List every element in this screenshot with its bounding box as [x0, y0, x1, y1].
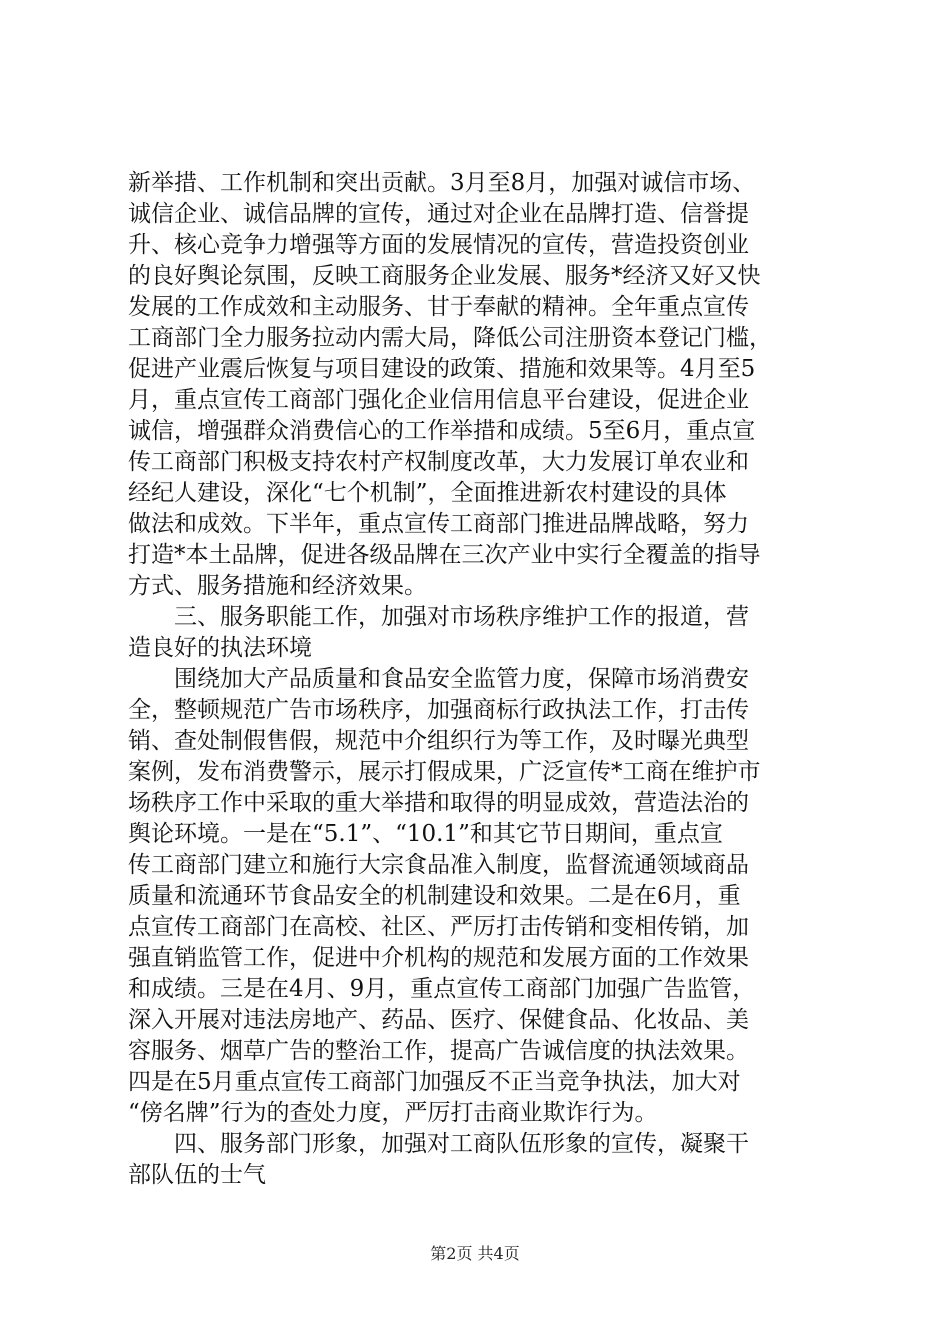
- text-line: 场秩序工作中采取的重大举措和取得的明显成效，营造法治的: [128, 790, 749, 816]
- text-line: 月，重点宣传工商部门强化企业信用信息平台建设，促进企业: [128, 387, 749, 413]
- text-line: 和成绩。三是在4月、9月，重点宣传工商部门加强广告监管，: [128, 976, 756, 1002]
- document-body: [128, 168, 844, 1191]
- text-line: 诚信，增强群众消费信心的工作举措和成绩。5至6月，重点宣: [128, 418, 756, 444]
- text-line: 舆论环境。一是在“5.1”、“10.1”和其它节日期间，重点宣: [128, 821, 723, 847]
- text-line: 经纪人建设，深化“七个机制”，全面推进新农村建设的具体: [128, 480, 727, 506]
- text-line: 全，整顿规范广告市场秩序，加强商标行政执法工作，打击传: [128, 697, 749, 723]
- page-footer: 第2页 共4页: [430, 1244, 520, 1263]
- text-line: 发展的工作成效和主动服务、甘于奉献的精神。全年重点宣传: [128, 294, 749, 320]
- section-heading-line: 三、服务职能工作，加强对市场秩序维护工作的报道，营: [128, 604, 749, 630]
- text-line: 方式、服务措施和经济效果。: [128, 573, 427, 599]
- text-line: 打造*本土品牌，促进各级品牌在三次产业中实行全覆盖的指导: [128, 542, 761, 568]
- text-line: 传工商部门积极支持农村产权制度改革，大力发展订单农业和: [128, 449, 749, 475]
- text-line: 容服务、烟草广告的整治工作，提高广告诚信度的执法效果。: [128, 1038, 749, 1064]
- text-line: 诚信企业、诚信品牌的宣传，通过对企业在品牌打造、信誉提: [128, 201, 749, 227]
- section-heading-line: 四、服务部门形象，加强对工商队伍形象的宣传，凝聚干: [128, 1131, 749, 1157]
- text-line: 促进产业震后恢复与项目建设的政策、措施和效果等。4月至5: [128, 356, 756, 382]
- text-line: 升、核心竞争力增强等方面的发展情况的宣传，营造投资创业: [128, 232, 749, 258]
- section-heading-line: 部队伍的士气: [128, 1162, 266, 1188]
- text-line: 围绕加大产品质量和食品安全监管力度，保障市场消费安: [128, 666, 749, 692]
- text-line: 四是在5月重点宣传工商部门加强反不正当竞争执法，加大对: [128, 1069, 741, 1095]
- text-line: 做法和成效。下半年，重点宣传工商部门推进品牌战略，努力: [128, 511, 749, 537]
- text-line: 的良好舆论氛围，反映工商服务企业发展、服务*经济又好又快: [128, 263, 761, 289]
- section-heading-line: 造良好的执法环境: [128, 635, 312, 661]
- text-line: 质量和流通环节食品安全的机制建设和效果。二是在6月，重: [128, 883, 741, 909]
- text-line: 销、查处制假售假，规范中介组织行为等工作，及时曝光典型: [128, 728, 749, 754]
- text-line: 点宣传工商部门在高校、社区、严厉打击传销和变相传销，加: [128, 914, 749, 940]
- text-line: 案例，发布消费警示，展示打假成果，广泛宣传*工商在维护市: [128, 759, 761, 785]
- text-line: 工商部门全力服务拉动内需大局，降低公司注册资本登记门槛，: [128, 325, 772, 351]
- text-line: 新举措、工作机制和突出贡献。3月至8月，加强对诚信市场、: [128, 170, 756, 196]
- text-line: 强直销监管工作，促进中介机构的规范和发展方面的工作效果: [128, 945, 749, 971]
- text-line: 深入开展对违法房地产、药品、医疗、保健食品、化妆品、美: [128, 1007, 749, 1033]
- text-line: “傍名牌”行为的查处力度，严厉打击商业欺诈行为。: [128, 1100, 658, 1126]
- text-line: 传工商部门建立和施行大宗食品准入制度，监督流通领域商品: [128, 852, 749, 878]
